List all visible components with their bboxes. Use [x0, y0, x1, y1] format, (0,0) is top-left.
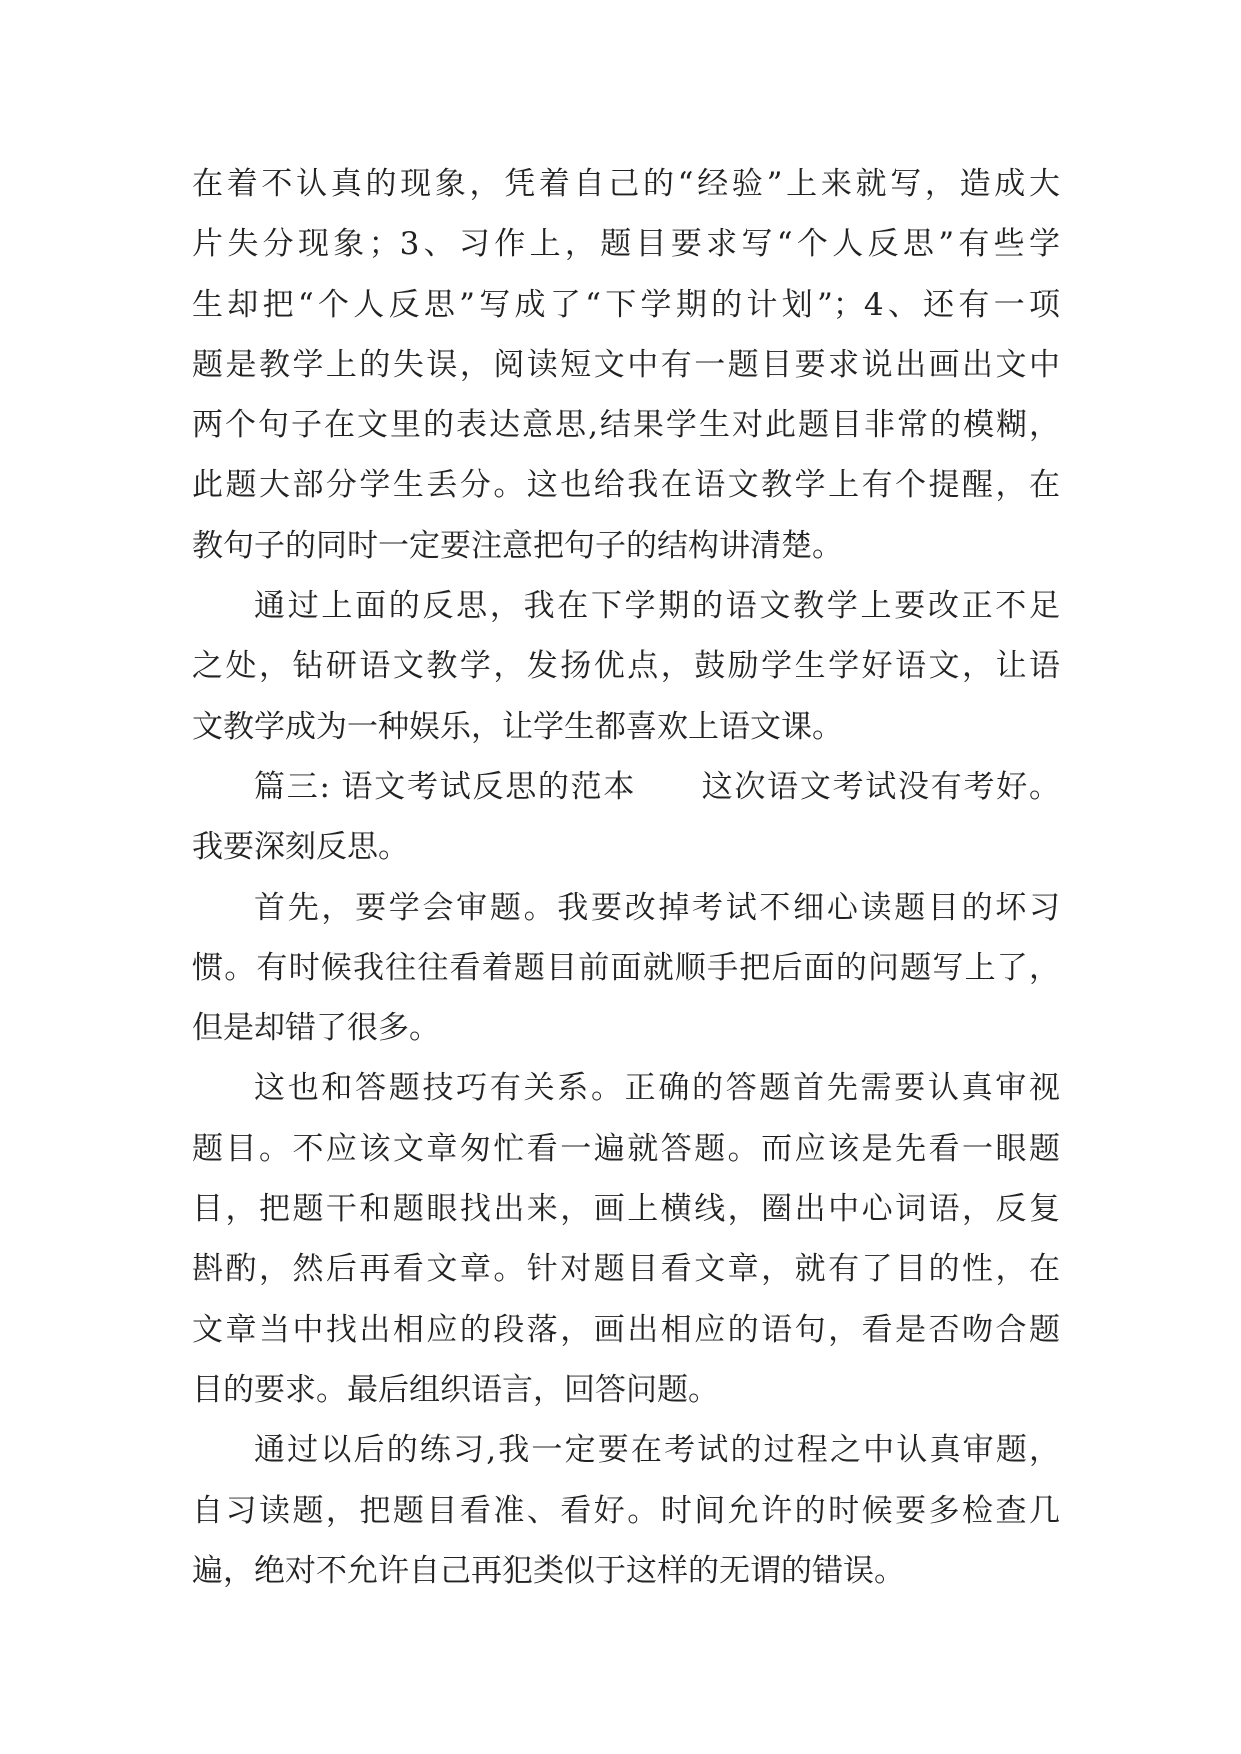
text-line: 两个句子在文里的表达意思,结果学生对此题目非常的模糊，	[192, 407, 1060, 444]
paragraph	[192, 576, 1060, 757]
text-line: 通过上面的反思，我在下学期的语文教学上要改正不足	[254, 588, 1060, 625]
document-body	[192, 154, 1060, 1601]
text-line: 生却把“个人反思”写成了“下学期的计划”；4、还有一项	[192, 286, 1060, 323]
text-line: 在着不认真的现象，凭着自己的“经验”上来就写，造成大	[192, 166, 1060, 202]
text-line: 教句子的同时一定要注意把句子的结构讲清楚。	[192, 527, 843, 564]
text-line: 自习读题，把题目看准、看好。时间允许的时候要多检查几	[192, 1492, 1060, 1529]
text-line: 文章当中找出相应的段落，画出相应的语句，看是否吻合题	[192, 1311, 1060, 1348]
text-line: 惯。有时候我往往看着题目前面就顺手把后面的问题写上了，	[192, 949, 1060, 986]
text-line: 题是教学上的失误，阅读短文中有一题目要求说出画出文中	[192, 346, 1060, 383]
text-line: 我要深刻反思。	[192, 829, 409, 866]
text-line: 斟酌，然后再看文章。针对题目看文章，就有了目的性，在	[192, 1251, 1060, 1288]
text-line: 首先，要学会审题。我要改掉考试不细心读题目的坏习	[254, 889, 1060, 926]
text-line: 通过以后的练习,我一定要在考试的过程之中认真审题，	[254, 1432, 1060, 1469]
section-heading-line: 篇三: 语文考试反思的范本 这次语文考试没有考好。	[254, 768, 1060, 805]
paragraph	[192, 1420, 1060, 1601]
text-line: 遍，绝对不允许自己再犯类似于这样的无谓的错误。	[192, 1552, 905, 1589]
text-line: 这也和答题技巧有关系。正确的答题首先需要认真审视	[254, 1070, 1060, 1107]
text-line: 题目。不应该文章匆忙看一遍就答题。而应该是先看一眼题	[192, 1130, 1060, 1167]
text-line: 但是却错了很多。	[192, 1010, 440, 1047]
text-line: 目，把题干和题眼找出来，画上横线，圈出中心词语，反复	[192, 1191, 1060, 1228]
paragraph	[192, 878, 1060, 1059]
paragraph	[192, 1058, 1060, 1420]
text-line: 片失分现象；3、习作上，题目要求写“个人反思”有些学	[192, 226, 1060, 263]
text-line: 之处，钻研语文教学，发扬优点，鼓励学生学好语文，让语	[192, 648, 1060, 685]
text-line: 此题大部分学生丢分。这也给我在语文教学上有个提醒，在	[192, 467, 1060, 504]
text-line: 目的要求。最后组织语言，回答问题。	[192, 1371, 719, 1408]
paragraph	[192, 154, 1060, 576]
paragraph	[192, 757, 1060, 878]
text-line: 文教学成为一种娱乐，让学生都喜欢上语文课。	[192, 708, 843, 745]
